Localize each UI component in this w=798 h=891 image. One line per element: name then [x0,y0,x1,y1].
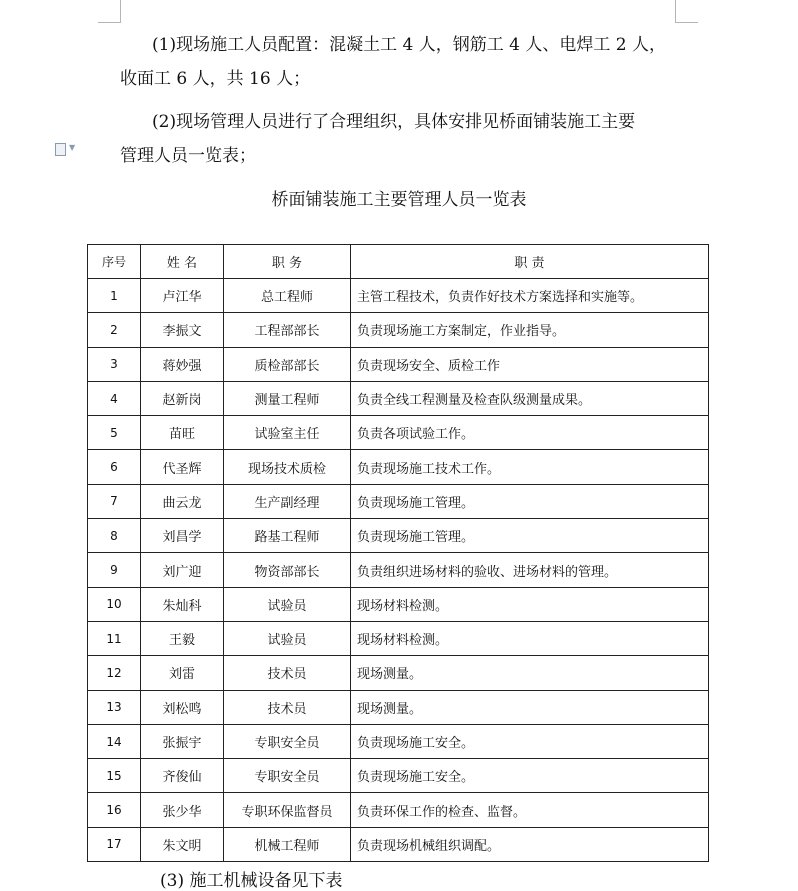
cell-num: 6 [88,450,141,484]
cell-duty: 负责现场机械组织调配。 [351,827,709,861]
table-row [88,279,709,313]
cell-num: 8 [88,519,141,553]
cell-num: 3 [88,347,141,381]
table-row [88,793,709,827]
cell-name: 卢江华 [141,279,224,313]
table-row [88,313,709,347]
page-corner-mark-right [675,0,698,23]
document-note-icon[interactable]: ▼ [55,143,77,157]
cell-duty: 负责现场施工技术工作。 [351,450,709,484]
cell-role: 专职环保监督员 [224,793,351,827]
table-row [88,587,709,621]
cell-role: 专职安全员 [224,759,351,793]
cell-role: 试验员 [224,587,351,621]
cell-name: 张少华 [141,793,224,827]
cell-name: 齐俊仙 [141,759,224,793]
cell-role: 工程部部长 [224,313,351,347]
cell-duty: 负责现场施工安全。 [351,724,709,758]
cell-role: 技术员 [224,690,351,724]
cell-name: 刘广迎 [141,553,224,587]
cell-name: 李振文 [141,313,224,347]
paragraph-line: 管理人员一览表； [120,146,256,166]
cell-name: 赵新岗 [141,381,224,415]
cell-duty: 现场测量。 [351,656,709,690]
cell-role: 现场技术质检 [224,450,351,484]
table-row [88,827,709,861]
paragraph-line: (1)现场施工人员配置：混凝土工 4 人，钢筋工 4 人、电焊工 2 人， [152,35,666,55]
table-row [88,553,709,587]
cell-num: 1 [88,279,141,313]
table-row [88,690,709,724]
cell-name: 刘松鸣 [141,690,224,724]
cell-name: 王毅 [141,621,224,655]
table-row [88,759,709,793]
cell-name: 张振宇 [141,724,224,758]
cell-role: 总工程师 [224,279,351,313]
cell-duty: 负责现场安全、质检工作 [351,347,709,381]
cell-num: 15 [88,759,141,793]
cell-role: 试验室主任 [224,416,351,450]
cell-role: 质检部部长 [224,347,351,381]
cell-role: 机械工程师 [224,827,351,861]
table-row [88,656,709,690]
cell-num: 4 [88,381,141,415]
cell-name: 刘昌学 [141,519,224,553]
paragraph-staffing [120,28,700,96]
table-row [88,724,709,758]
table-row [88,621,709,655]
table-title: 桥面铺装施工主要管理人员一览表 [271,190,527,210]
cell-name: 蒋妙强 [141,347,224,381]
cell-duty: 现场材料检测。 [351,621,709,655]
bottom-partial-text: (3) 施工机械设备见下表 [160,871,343,891]
cell-num: 13 [88,690,141,724]
header-role: 职 务 [224,245,351,279]
header-num: 序号 [88,245,141,279]
cell-duty: 负责环保工作的检查、监督。 [351,793,709,827]
paragraph-line: (2)现场管理人员进行了合理组织，具体安排见桥面铺装施工主要 [152,112,636,132]
cell-duty: 主管工程技术，负责作好技术方案选择和实施等。 [351,279,709,313]
paragraph-line: 收面工 6 人，共 16 人； [120,69,311,89]
header-duty: 职 责 [351,245,709,279]
table-row [88,484,709,518]
page-corner-mark-left [98,0,121,23]
cell-num: 11 [88,621,141,655]
cell-name: 刘雷 [141,656,224,690]
table-header-row [88,245,709,279]
cell-duty: 负责现场施工管理。 [351,484,709,518]
cell-num: 2 [88,313,141,347]
cell-num: 14 [88,724,141,758]
staff-table [87,244,709,862]
table-row [88,450,709,484]
cell-duty: 现场材料检测。 [351,587,709,621]
cell-role: 技术员 [224,656,351,690]
cell-name: 朱灿科 [141,587,224,621]
cell-role: 专职安全员 [224,724,351,758]
cell-name: 曲云龙 [141,484,224,518]
cell-role: 生产副经理 [224,484,351,518]
cell-duty: 现场测量。 [351,690,709,724]
cell-num: 17 [88,827,141,861]
cell-num: 7 [88,484,141,518]
cell-num: 12 [88,656,141,690]
cell-duty: 负责组织进场材料的验收、进场材料的管理。 [351,553,709,587]
cell-role: 测量工程师 [224,381,351,415]
cell-name: 朱文明 [141,827,224,861]
cell-duty: 负责各项试验工作。 [351,416,709,450]
cell-duty: 负责现场施工方案制定，作业指导。 [351,313,709,347]
table-row [88,347,709,381]
cell-num: 16 [88,793,141,827]
cell-name: 苗旺 [141,416,224,450]
cell-role: 试验员 [224,621,351,655]
cell-role: 物资部部长 [224,553,351,587]
header-name: 姓 名 [141,245,224,279]
table-row [88,381,709,415]
cell-duty: 负责全线工程测量及检查队级测量成果。 [351,381,709,415]
cell-duty: 负责现场施工安全。 [351,759,709,793]
cell-duty: 负责现场施工管理。 [351,519,709,553]
cell-role: 路基工程师 [224,519,351,553]
table-row [88,416,709,450]
cell-num: 10 [88,587,141,621]
cell-num: 9 [88,553,141,587]
table-row [88,519,709,553]
cell-num: 5 [88,416,141,450]
cell-name: 代圣辉 [141,450,224,484]
paragraph-management [120,105,700,173]
